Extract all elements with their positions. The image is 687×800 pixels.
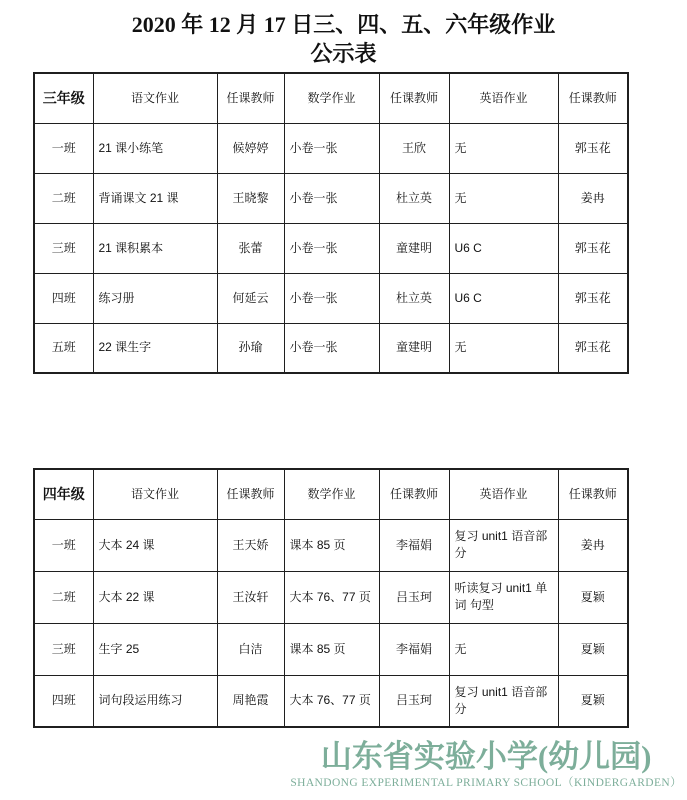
math-teacher-cell: 王欣 [379,123,449,173]
chinese-homework-cell: 练习册 [93,273,217,323]
chinese-teacher-cell: 周艳霞 [217,675,284,727]
english-teacher-cell: 姜冉 [558,173,628,223]
chinese-teacher-cell: 何延云 [217,273,284,323]
math-homework-cell: 小卷一张 [284,173,379,223]
column-header-cell: 任课教师 [379,73,449,123]
column-header-cell: 语文作业 [93,469,217,519]
chinese-teacher-cell: 王晓黎 [217,173,284,223]
english-homework-cell: 无 [449,623,558,675]
math-homework-cell: 大本 76、77 页 [284,675,379,727]
english-homework-cell: 复习 unit1 语音部分 [449,675,558,727]
math-homework-cell: 课本 85 页 [284,519,379,571]
english-homework-cell: 复习 unit1 语音部分 [449,519,558,571]
math-homework-cell: 课本 85 页 [284,623,379,675]
class-cell: 一班 [34,519,93,571]
table-header-row [34,469,628,519]
table-row [34,623,628,675]
page-title-line1: 2020 年 12 月 17 日三、四、五、六年级作业 [131,12,556,37]
grade-header-cell: 三年级 [34,73,93,123]
chinese-homework-cell: 21 课小练笔 [93,123,217,173]
english-homework-cell: 无 [449,173,558,223]
math-homework-cell: 小卷一张 [284,273,379,323]
english-teacher-cell: 夏颖 [558,675,628,727]
school-logo-chinese-text: 山东省实验小学(幼儿园) [320,739,652,774]
chinese-homework-cell: 生字 25 [93,623,217,675]
english-teacher-cell: 郭玉花 [558,273,628,323]
class-cell: 四班 [34,675,93,727]
column-header-cell: 任课教师 [558,73,628,123]
math-teacher-cell: 杜立英 [379,173,449,223]
english-teacher-cell: 夏颖 [558,571,628,623]
column-header-cell: 数学作业 [284,73,379,123]
chinese-homework-cell: 背诵课文 21 课 [93,173,217,223]
column-header-cell: 英语作业 [449,469,558,519]
chinese-homework-cell: 21 课积累本 [93,223,217,273]
english-homework-cell: U6 C [449,223,558,273]
class-cell: 三班 [34,623,93,675]
school-logo-english-text: SHANDONG EXPERIMENTAL PRIMARY SCHOOL（KINDERGARDEN） [290,777,682,789]
table-row [34,519,628,571]
math-teacher-cell: 李福娟 [379,623,449,675]
math-homework-cell: 小卷一张 [284,323,379,373]
column-header-cell: 语文作业 [93,73,217,123]
class-cell: 五班 [34,323,93,373]
chinese-homework-cell: 大本 24 课 [93,519,217,571]
english-homework-cell: 无 [449,123,558,173]
english-teacher-cell: 郭玉花 [558,123,628,173]
chinese-homework-cell: 22 课生字 [93,323,217,373]
column-header-cell: 英语作业 [449,73,558,123]
column-header-cell: 任课教师 [379,469,449,519]
table-row [34,323,628,373]
grade3-homework-table [33,72,629,374]
english-teacher-cell: 郭玉花 [558,323,628,373]
math-teacher-cell: 童建明 [379,223,449,273]
math-homework-cell: 小卷一张 [284,223,379,273]
english-homework-cell: 听读复习 unit1 单词 句型 [449,571,558,623]
class-cell: 二班 [34,571,93,623]
table-row [34,223,628,273]
chinese-homework-cell: 词句段运用练习 [93,675,217,727]
column-header-cell: 任课教师 [217,469,284,519]
table-row [34,273,628,323]
chinese-teacher-cell: 白洁 [217,623,284,675]
math-teacher-cell: 杜立英 [379,273,449,323]
column-header-cell: 任课教师 [558,469,628,519]
math-homework-cell: 大本 76、77 页 [284,571,379,623]
class-cell: 二班 [34,173,93,223]
column-header-cell: 数学作业 [284,469,379,519]
chinese-teacher-cell: 王汝轩 [217,571,284,623]
math-homework-cell: 小卷一张 [284,123,379,173]
math-teacher-cell: 吕玉珂 [379,571,449,623]
grade4-homework-table [33,468,629,728]
page-title [0,10,687,68]
chinese-teacher-cell: 孙瑜 [217,323,284,373]
table-header-row [34,73,628,123]
grade-header-cell: 四年级 [34,469,93,519]
table-row [34,571,628,623]
class-cell: 四班 [34,273,93,323]
chinese-teacher-cell: 王天娇 [217,519,284,571]
math-teacher-cell: 吕玉珂 [379,675,449,727]
page-title-line2: 公示表 [310,41,377,66]
english-teacher-cell: 郭玉花 [558,223,628,273]
english-teacher-cell: 姜冉 [558,519,628,571]
english-teacher-cell: 夏颖 [558,623,628,675]
chinese-teacher-cell: 张蕾 [217,223,284,273]
table-row [34,675,628,727]
class-cell: 一班 [34,123,93,173]
math-teacher-cell: 童建明 [379,323,449,373]
table-row [34,173,628,223]
school-logo [290,738,682,790]
english-homework-cell: U6 C [449,273,558,323]
english-homework-cell: 无 [449,323,558,373]
table-row [34,123,628,173]
math-teacher-cell: 李福娟 [379,519,449,571]
column-header-cell: 任课教师 [217,73,284,123]
class-cell: 三班 [34,223,93,273]
chinese-teacher-cell: 候婷婷 [217,123,284,173]
chinese-homework-cell: 大本 22 课 [93,571,217,623]
